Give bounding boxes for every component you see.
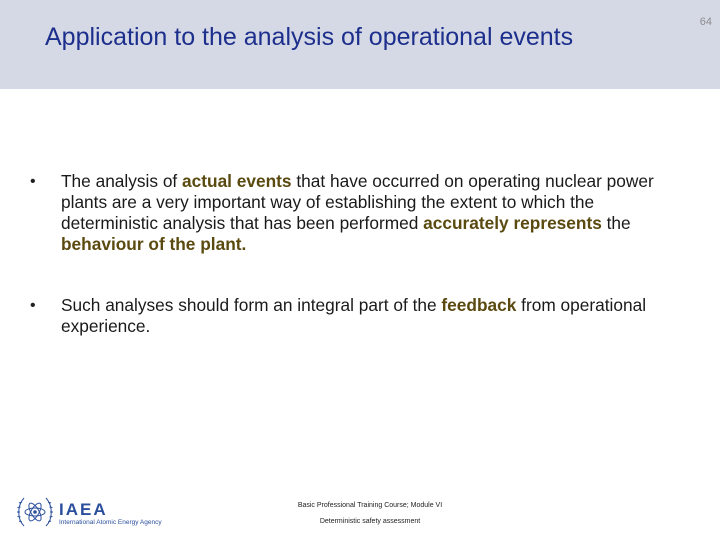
highlighted-phrase: accurately represents [423, 213, 602, 233]
bullet-text-segment: that have occurred on operating nuclear power plants are a very important way of establishing the extent to which the deterministic analysis that has been performed [61, 171, 654, 233]
logo-subtitle: International Atomic Energy Agency [59, 519, 162, 526]
highlighted-phrase: behaviour of the plant. [61, 234, 247, 254]
iaea-emblem-icon [15, 492, 55, 532]
bullet-text-segment: The analysis of [61, 171, 183, 191]
bullet-text-segment: the [601, 213, 631, 233]
bullet-text-segment: Such analyses should form an integral part of the [61, 295, 442, 315]
highlighted-phrase: feedback [441, 295, 517, 315]
bullet-list [30, 171, 670, 377]
footer-course-line: Basic Professional Training Course; Module VI [297, 502, 443, 509]
bullet-mark: • [30, 173, 36, 190]
slide-title: Application to the analysis of operational events [45, 23, 574, 51]
bullet-text-segment: from operational experience. [61, 295, 647, 336]
logo-wordmark: IAEA [59, 500, 108, 519]
bullet-item [30, 171, 670, 255]
bullet-item [30, 295, 670, 337]
iaea-logo [15, 492, 175, 532]
bullet-text [61, 171, 661, 255]
footer-topic-line: Deterministic safety assessment [319, 518, 421, 525]
bullet-text [61, 295, 661, 337]
highlighted-phrase: actual events [182, 171, 292, 191]
bullet-mark: • [30, 297, 36, 314]
page-number: 64 [699, 16, 712, 28]
